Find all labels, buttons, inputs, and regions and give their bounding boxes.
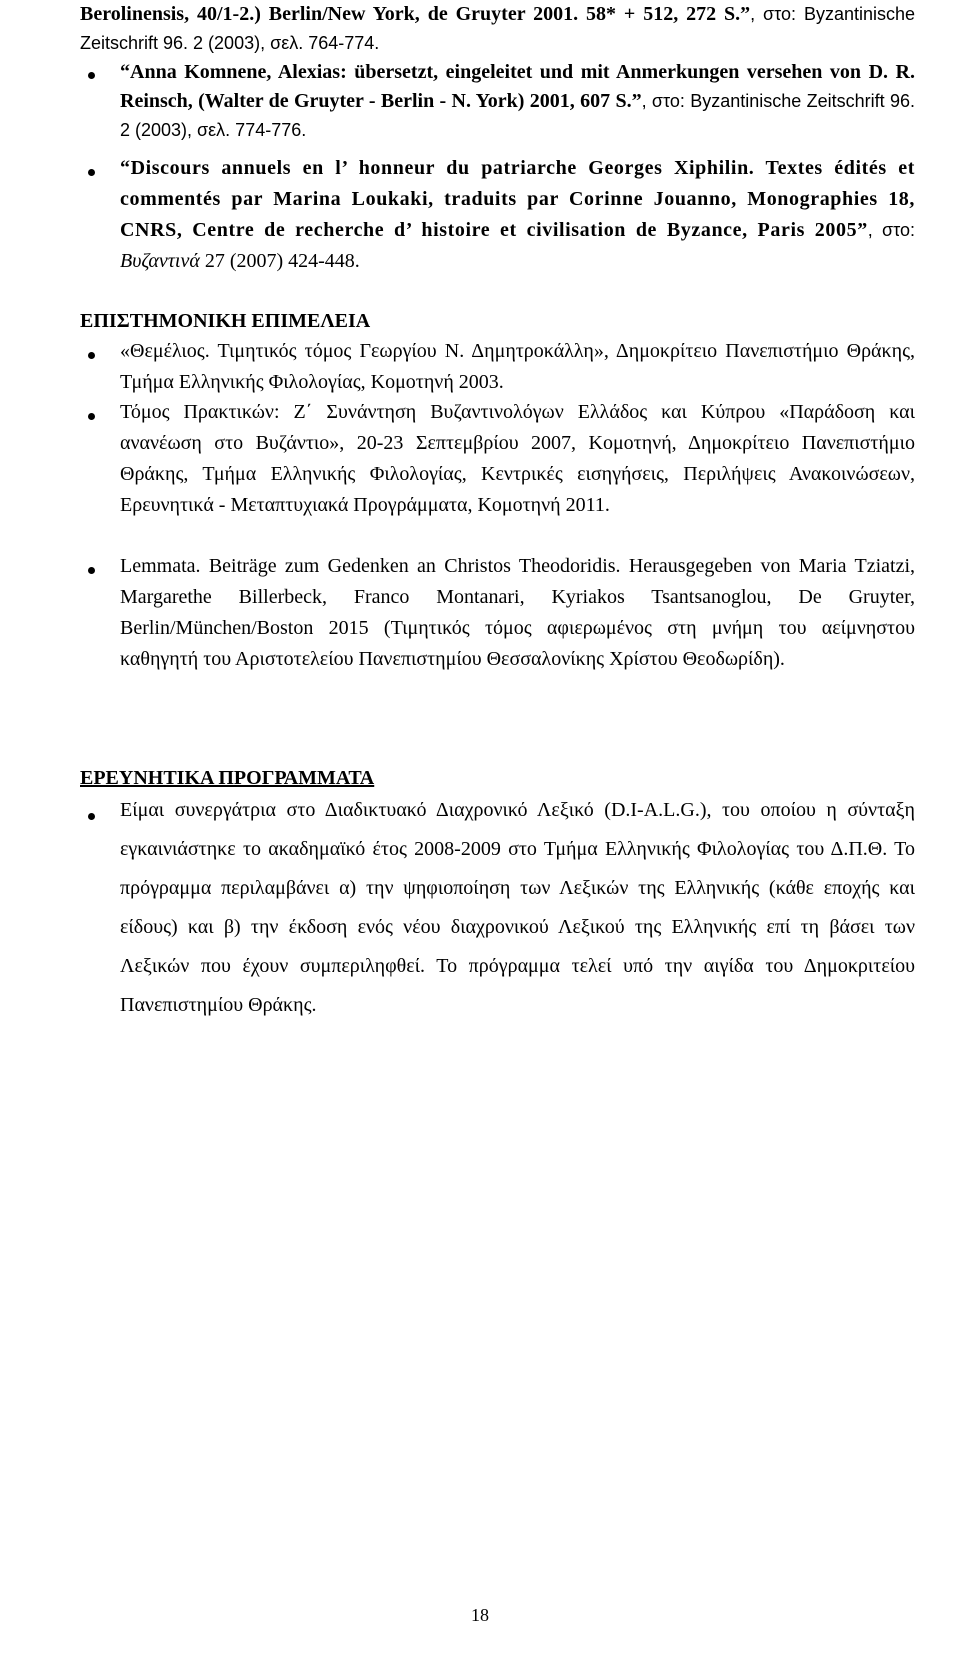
reference-source: , στο: Byzantinische Zeitschrift 96. 2 (2003), σελ. 764-774. — [80, 4, 915, 53]
section-heading-editorial: ΕΠΙΣΤΗΜΟΝΙΚΗ ΕΠΙΜΕΛΕΙΑ — [80, 310, 371, 332]
section-heading-research: ΕΡΕΥΝΗΤΙΚΑ ΠΡΟΓΡΑΜΜΑΤΑ — [80, 767, 375, 789]
reference-title: “Anna Komnene, Alexias: übersetzt, eingeleitet und mit Anmerkungen versehen von D. R. Reinsch, (Walter de Gruyter - Berlin - N. York) 2001, 607 S.” — [120, 61, 915, 112]
reference-pages: 27 (2007) 424-448. — [199, 250, 360, 272]
bullet-icon — [88, 169, 95, 176]
research-item: Είμαι συνεργάτρια στο Διαδικτυακό Διαχρονικό Λεξικό (D.I-A.L.G.), του οποίου η σύνταξη εγκαινιάστηκε το ακαδημαϊκό έτος 2008-2009 στο Τμήμα Ελληνικής Φιλολογίας του Δ.Π.Θ. Το πρόγραμμα περιλαμβάνει α) την ψηφιοποίηση των Λεξικών της Ελληνικής (κάθε εποχής και είδους) και β) την έκδοση ενός νέου διαχρονικού Λεξικού της Ελληνικής επί τη βάσει των Λεξικών που έχουν συμπεριληφθεί. Το πρόγραμμα τελεί υπό την αιγίδα του Δημοκριτείου Πανεπιστημίου Θράκης. — [120, 799, 915, 1016]
editorial-item: Lemmata. Beiträge zum Gedenken an Christos Theodoridis. Herausgegeben von Maria Tziatzi, Margarethe Billerbeck, Franco Montanari, Kyriakos Tsantsanoglou, De Gruyter, Berlin/München/Boston 2015 (Τιμητικός τόμος αφιερωμένος στη μνήμη του αείμνηστου καθηγητή του Αριστοτελείου Πανεπιστημίου Θεσσαλονίκης Χρίστου Θεοδωρίδη). — [120, 555, 915, 670]
reference-title: “Discours annuels en l’ honneur du patriarche Georges Xiphilin. Textes édités et commentés par Marina Loukaki, traduits par Corinne Jouanno, Monographies 18, CNRS, Centre de recherche d’ histoire et civilisation de Byzance, Paris 2005” — [120, 157, 915, 241]
bullet-icon — [88, 352, 95, 359]
bullet-icon — [88, 72, 95, 79]
reference-source: , στο: — [867, 220, 915, 240]
bullet-icon — [88, 413, 95, 420]
editorial-item: Τόμος Πρακτικών: Ζ΄ Συνάντηση Βυζαντινολόγων Ελλάδος και Κύπρου «Παράδοση και ανανέωση στο Βυζάντιο», 20-23 Σεπτεμβρίου 2007, Κομοτηνή, Δημοκρίτειο Πανεπιστήμιο Θράκης, Τμήμα Ελληνικής Φιλολογίας, Κεντρικές εισηγήσεις, Περιλήψεις Ανακοινώσεων, Ερευνητικά - Μεταπτυχιακά Προγράμματα, Κομοτηνή 2011. — [120, 401, 915, 516]
bullet-icon — [88, 567, 95, 574]
page-number: 18 — [471, 1605, 489, 1625]
reference-journal: Βυζαντινά — [120, 250, 200, 272]
reference-continuation — [80, 0, 915, 58]
reference-source: , στο: Byzantinische Zeitschrift 96. 2 (2003), σελ. 774-776. — [120, 91, 916, 140]
reference-discours — [120, 153, 915, 277]
reference-anna-komnene — [120, 58, 915, 145]
reference-title: Berolinensis, 40/1-2.) Berlin/New York, de Gruyter 2001. 58* + 512, 272 S.” — [80, 3, 751, 25]
editorial-item: «Θεμέλιος. Τιμητικός τόμος Γεωργίου Ν. Δημητροκάλλη», Δημοκρίτειο Πανεπιστήμιο Θράκης, Τμήμα Ελληνικής Φιλολογίας, Κομοτηνή 2003. — [120, 340, 915, 393]
bullet-icon — [88, 813, 95, 820]
